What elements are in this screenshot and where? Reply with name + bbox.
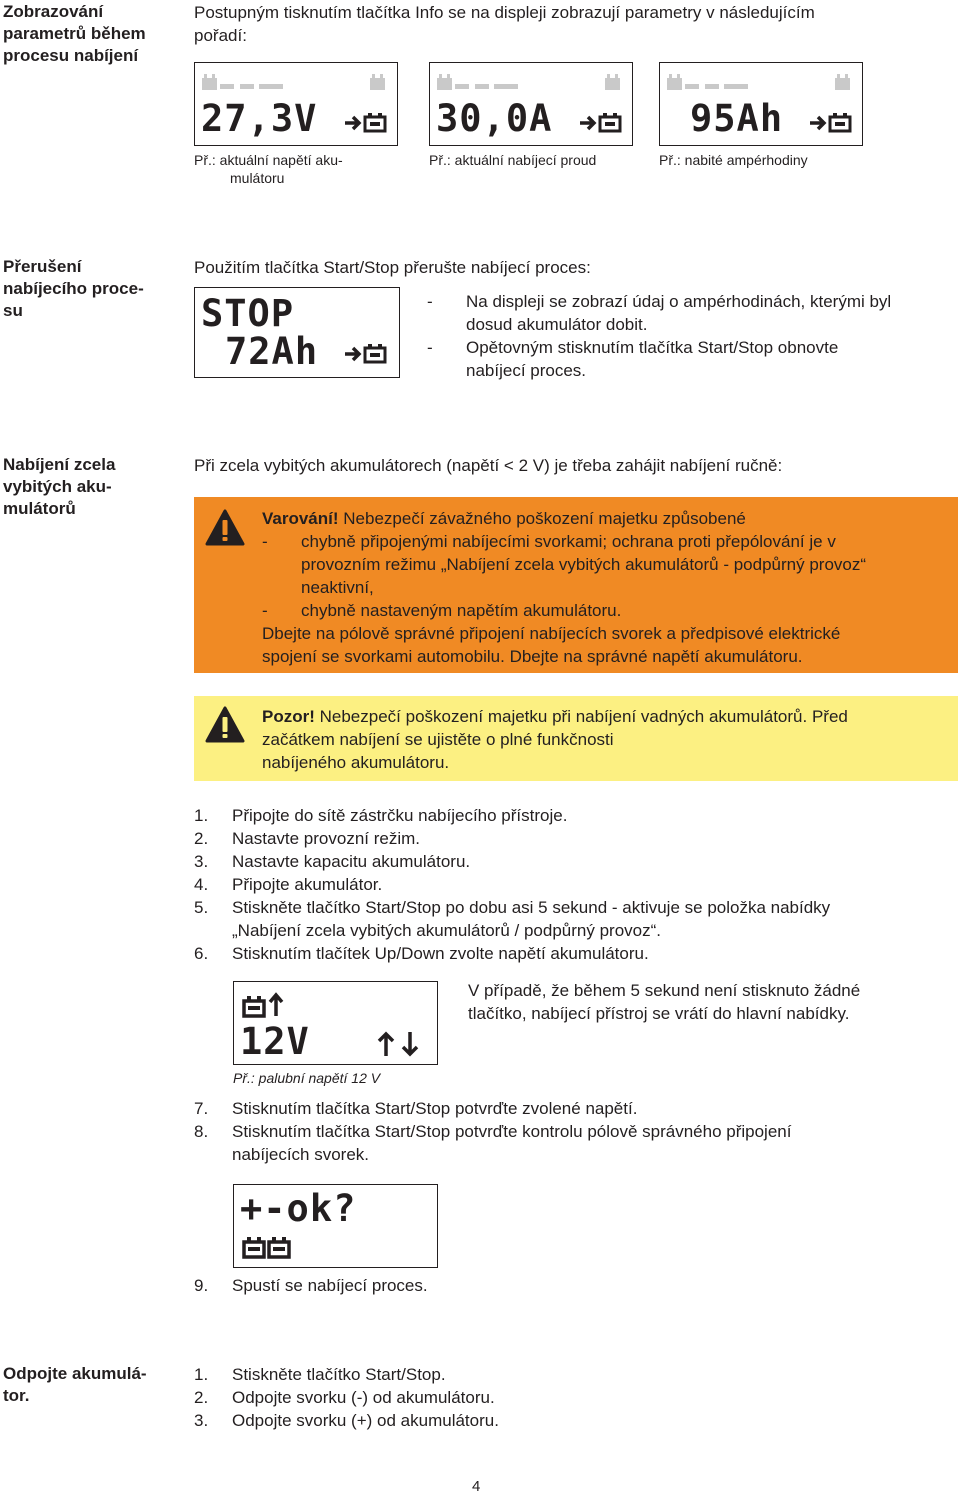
page-number: 4: [472, 1478, 481, 1495]
display-intro: [194, 1, 954, 47]
disconnect-steps: [194, 1363, 954, 1432]
step-number: 6.: [194, 944, 209, 963]
step-number: 9.: [194, 1276, 209, 1295]
lcd-caption-voltage: [194, 151, 404, 187]
note-line: V případě, že během 5 sekund není stisknuto žádné: [468, 981, 861, 1000]
caution-text: [262, 705, 952, 774]
bullet-line: Opětovným stisknutím tlačítka Start/Stop obnovte: [466, 338, 839, 357]
caption-line: Př.: aktuální napětí aku-: [194, 152, 343, 168]
warning-bullet-1: [262, 530, 952, 599]
bullet-dash: -: [262, 532, 268, 551]
warning-text-span: Nebezpečí závažného poškození majetku způsobené: [338, 509, 746, 528]
lcd-caption-current: Př.: aktuální nabíjecí proud: [429, 152, 597, 168]
step-number: 2.: [194, 829, 209, 848]
bullet-line: Na displeji se zobrazí údaj o ampérhodinách, kterými byl: [466, 292, 892, 311]
interrupt-intro: Použitím tlačítka Start/Stop přerušte nabíjecí proces:: [194, 258, 591, 277]
step-text: Stisknutím tlačítka Start/Stop potvrďte kontrolu pólově správného připojení: [232, 1122, 792, 1141]
title-line: nabíjecího proce-: [3, 279, 144, 298]
step-text: Stisknutím tlačítka Start/Stop potvrďte zvolené napětí.: [232, 1099, 638, 1118]
caption-line: mulátoru: [230, 170, 285, 186]
caution-label: Pozor!: [262, 707, 315, 726]
step-text: Odpojte svorku (-) od akumulátoru.: [232, 1388, 495, 1407]
bullet-line: provozním režimu „Nabíjení zcela vybitých akumulátorů - podpůrný provoz“: [301, 555, 867, 574]
section-title-interrupt: [3, 256, 178, 322]
step-text: Stiskněte tlačítko Start/Stop po dobu asi 5 sekund - aktivuje se položka nabídky: [232, 898, 831, 917]
charging-arrow-battery-icon: [343, 342, 395, 366]
list-item: [194, 850, 954, 873]
bullet-line: nabíjecí proces.: [466, 361, 587, 380]
list-item: [194, 873, 954, 896]
charging-arrow-battery-icon: [808, 111, 860, 135]
warning-bullet-2: [262, 599, 952, 622]
list-item: [194, 1386, 954, 1409]
title-line: Odpojte akumulá-: [3, 1364, 147, 1383]
lcd-voltage-display: [194, 62, 398, 146]
step-number: 3.: [194, 1411, 209, 1430]
section-title-disconnect: [3, 1363, 178, 1407]
title-line: Zobrazování: [3, 2, 104, 21]
list-item: [194, 804, 954, 827]
intro-line: Postupným tisknutím tlačítka Info se na displeji zobrazují parametry v následujícím: [194, 3, 815, 22]
bullet-item: [427, 336, 957, 382]
step-text: Připojte akumulátor.: [232, 875, 383, 894]
step-text: Nastavte provozní režim.: [232, 829, 421, 848]
intro-line: pořadí:: [194, 26, 247, 45]
lcd-value: 30,0A: [436, 97, 553, 140]
lcd-voltage-select-display: [233, 981, 438, 1065]
step-number: 3.: [194, 852, 209, 871]
list-item: [194, 1274, 954, 1297]
bullet-line: chybně nastaveným napětím akumulátoru.: [301, 601, 622, 620]
warning-label: Varování!: [262, 509, 339, 528]
lcd-stop-text: STOP: [201, 292, 295, 335]
charging-arrow-battery-icon: [578, 111, 630, 135]
lcd-value: +-ok?: [240, 1187, 357, 1230]
step-text: nabíjecích svorek.: [232, 1145, 370, 1164]
charging-arrow-battery-icon: [343, 111, 395, 135]
step-text: Spustí se nabíjecí proces.: [232, 1276, 428, 1295]
list-item: [194, 1120, 954, 1166]
title-line: Přerušení: [3, 257, 82, 276]
ghost-battery-dash-icon: [430, 63, 630, 97]
caution-triangle-icon: [205, 706, 245, 744]
bullet-line: chybně připojenými nabíjecími svorkami; ochrana proti přepólování je v: [301, 532, 836, 551]
deep-intro: Při zcela vybitých akumulátorech (napětí < 2 V) je třeba zahájit nabíjení ručně:: [194, 456, 783, 475]
warning-first-line: [262, 507, 952, 530]
warning-tail-line: Dbejte na pólově správné připojení nabíjecích svorek a předpisové elektrické: [262, 624, 841, 643]
step-text: Připojte do sítě zástrčku nabíjecího přístroje.: [232, 806, 568, 825]
list-item: [194, 1363, 954, 1386]
list-item: [194, 827, 954, 850]
two-batteries-icon: [242, 1231, 294, 1261]
warning-box: [194, 497, 958, 673]
bullet-line: dosud akumulátor dobit.: [466, 315, 648, 334]
step-number: 2.: [194, 1388, 209, 1407]
title-line: su: [3, 301, 23, 320]
section-title-deep-discharge: [3, 454, 178, 520]
step-text: Stiskněte tlačítko Start/Stop.: [232, 1365, 446, 1384]
caution-text-span: Nebezpečí poškození majetku při nabíjení vadných akumulátorů. Před: [314, 707, 848, 726]
step-text: Nastavte kapacitu akumulátoru.: [232, 852, 471, 871]
steps-list-b: [194, 1097, 954, 1166]
warning-text: [262, 507, 952, 668]
title-line: Nabíjení zcela: [3, 455, 116, 474]
title-line: tor.: [3, 1386, 30, 1405]
step-text: Odpojte svorku (+) od akumulátoru.: [232, 1411, 499, 1430]
caution-line: začátkem nabíjení se ujistěte o plné funkčnosti: [262, 730, 614, 749]
step-number: 1.: [194, 1365, 209, 1384]
title-line: parametrů během: [3, 24, 146, 43]
title-line: mulátorů: [3, 499, 76, 518]
list-item: [194, 1097, 954, 1120]
bullet-item: [427, 290, 957, 336]
battery-up-arrow-icon: [242, 990, 288, 1020]
warning-triangle-icon: [205, 509, 245, 547]
steps-list-c: [194, 1274, 954, 1297]
step-number: 4.: [194, 875, 209, 894]
list-item: [194, 942, 954, 965]
step-number: 7.: [194, 1099, 209, 1118]
lcd-stop-display: [194, 287, 400, 378]
step-number: 5.: [194, 898, 209, 917]
lcd-current-display: [429, 62, 633, 146]
note-line: tlačítko, nabíjecí přístroj se vrátí do hlavní nabídky.: [468, 1004, 850, 1023]
caution-first-line: [262, 705, 952, 728]
lcd-polarity-check-display: [233, 1184, 438, 1268]
lcd-caption-ampere-hours: Př.: nabité ampérhodiny: [659, 152, 808, 168]
steps-list-a: [194, 804, 954, 965]
step-number: 1.: [194, 806, 209, 825]
lcd-value: 27,3V: [201, 97, 318, 140]
ghost-battery-dash-icon: [195, 63, 395, 97]
bullet-dash: -: [262, 601, 268, 620]
caution-line: nabíjeného akumulátoru.: [262, 753, 450, 772]
lcd-stop-ah: 72Ah: [225, 330, 319, 373]
lcd-value: 12V: [240, 1020, 310, 1063]
timeout-note: [468, 979, 958, 1025]
title-line: procesu nabíjení: [3, 46, 139, 65]
bullet-dash: -: [427, 292, 433, 311]
bullet-dash: -: [427, 338, 433, 357]
step-text: Stisknutím tlačítek Up/Down zvolte napětí akumulátoru.: [232, 944, 649, 963]
lcd-caption-onboard-voltage: Př.: palubní napětí 12 V: [233, 1070, 381, 1086]
step-number: 8.: [194, 1122, 209, 1141]
up-down-arrows-icon: [374, 1030, 424, 1058]
bullet-line: neaktivní,: [301, 578, 374, 597]
list-item: [194, 1409, 954, 1432]
list-item: [194, 896, 954, 942]
section-title-display: [3, 1, 178, 67]
step-text: „Nabíjení zcela vybitých akumulátorů / podpůrný provoz“.: [232, 921, 661, 940]
interrupt-bullet-list: [427, 290, 957, 382]
ghost-battery-dash-icon: [660, 63, 860, 97]
caution-box: [194, 696, 958, 781]
lcd-value: 95Ah: [690, 97, 784, 140]
lcd-ampere-hours-display: [659, 62, 863, 146]
title-line: vybitých aku-: [3, 477, 112, 496]
warning-tail-line: spojení se svorkami automobilu. Dbejte na správné napětí akumulátoru.: [262, 647, 803, 666]
